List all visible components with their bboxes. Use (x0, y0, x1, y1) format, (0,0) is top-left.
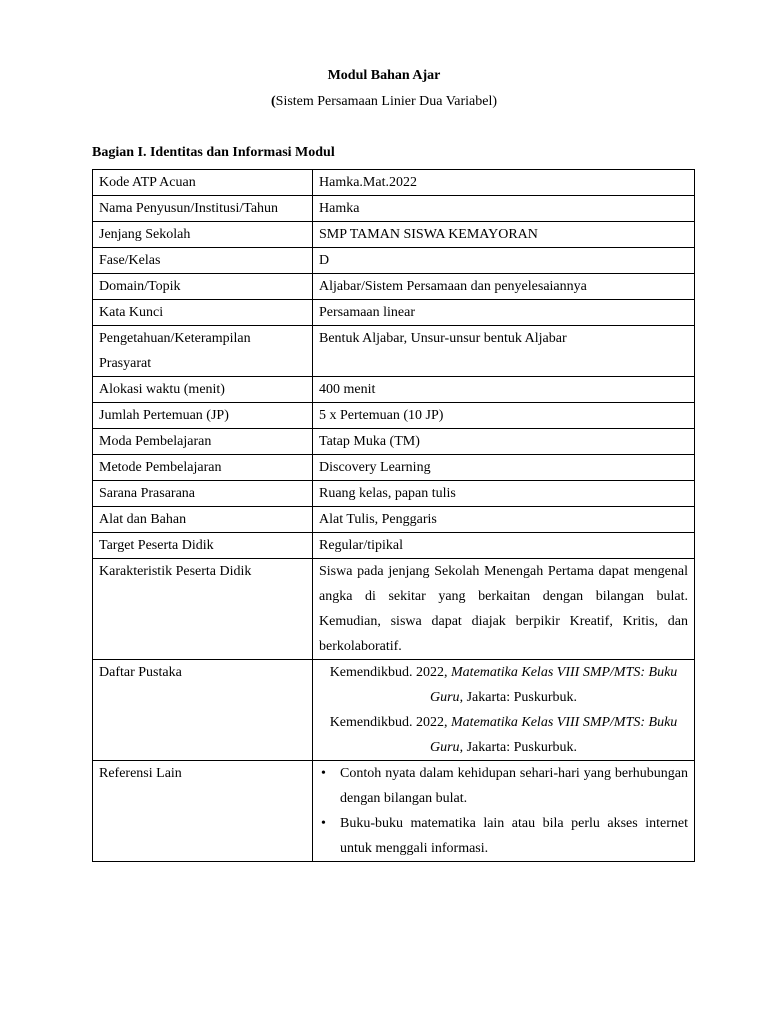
row-label: Domain/Topik (93, 274, 313, 300)
row-value: Persamaan linear (313, 300, 695, 326)
subtitle-open-paren: ( (270, 94, 276, 109)
bibliography-prefix: Kemendikbud. 2022, (329, 715, 452, 730)
row-label: Kode ATP Acuan (93, 170, 313, 196)
row-label: Moda Pembelajaran (93, 429, 313, 455)
bibliography-entry (319, 710, 688, 760)
row-value: Siswa pada jenjang Sekolah Menengah Pertama dapat mengenal angka di sekitar yang berkaitan dengan bilangan bulat. Kemudian, siswa dapat diajak berpikir Kreatif, Kritis, dan berkolaboratif. (313, 559, 695, 660)
row-label: Jenjang Sekolah (93, 222, 313, 248)
table-row (93, 559, 695, 660)
table-row (93, 196, 695, 222)
list-item (319, 811, 688, 861)
row-value: Alat Tulis, Penggaris (313, 507, 695, 533)
row-value: Hamka.Mat.2022 (313, 170, 695, 196)
table-row (93, 761, 695, 862)
table-row (93, 274, 695, 300)
identity-table (92, 169, 695, 862)
row-label: Sarana Prasarana (93, 481, 313, 507)
list-item (319, 761, 688, 811)
row-label: Target Peserta Didik (93, 533, 313, 559)
list-item-text: Contoh nyata dalam kehidupan sehari-hari yang berhubungan dengan bilangan bulat. (340, 766, 688, 806)
row-value: Bentuk Aljabar, Unsur-unsur bentuk Aljabar (313, 326, 695, 377)
row-label: Kata Kunci (93, 300, 313, 326)
row-value: Aljabar/Sistem Persamaan dan penyelesaiannya (313, 274, 695, 300)
row-label: Nama Penyusun/Institusi/Tahun (93, 196, 313, 222)
table-row (93, 429, 695, 455)
table-row (93, 533, 695, 559)
table-row (93, 377, 695, 403)
bibliography-suffix: , Jakarta: Puskurbuk. (459, 690, 577, 705)
table-row (93, 507, 695, 533)
table-row (93, 300, 695, 326)
list-item-text: Buku-buku matematika lain atau bila perlu akses internet untuk menggali informasi. (340, 816, 688, 856)
row-label: Karakteristik Peserta Didik (93, 559, 313, 660)
row-label: Pengetahuan/Keterampilan Prasyarat (93, 326, 313, 377)
subtitle-text: Sistem Persamaan Linier Dua Variabel) (275, 94, 497, 109)
row-value (313, 660, 695, 761)
table-row (93, 170, 695, 196)
reference-list (319, 761, 688, 861)
section-heading: Bagian I. Identitas dan Informasi Modul (92, 145, 335, 160)
row-label: Metode Pembelajaran (93, 455, 313, 481)
row-value: SMP TAMAN SISWA KEMAYORAN (313, 222, 695, 248)
row-label: Alat dan Bahan (93, 507, 313, 533)
bibliography-entry (319, 660, 688, 710)
table-row (93, 481, 695, 507)
table-row (93, 455, 695, 481)
document-title: Modul Bahan Ajar (327, 68, 441, 83)
row-value: 5 x Pertemuan (10 JP) (313, 403, 695, 429)
row-value: Regular/tipikal (313, 533, 695, 559)
row-label: Referensi Lain (93, 761, 313, 862)
bibliography-prefix: Kemendikbud. 2022, (329, 665, 452, 680)
row-label: Alokasi waktu (menit) (93, 377, 313, 403)
bullet-icon: • (321, 766, 326, 781)
row-label: Jumlah Pertemuan (JP) (93, 403, 313, 429)
table-row (93, 248, 695, 274)
row-value: Ruang kelas, papan tulis (313, 481, 695, 507)
row-value: Tatap Muka (TM) (313, 429, 695, 455)
row-value: Hamka (313, 196, 695, 222)
bibliography-title: Matematika Kelas VIII SMP/MTS: Buku Guru (430, 715, 678, 755)
bibliography-title: Matematika Kelas VIII SMP/MTS: Buku Guru (430, 665, 678, 705)
table-row (93, 222, 695, 248)
table-row (93, 326, 695, 377)
row-value: D (313, 248, 695, 274)
row-value: Discovery Learning (313, 455, 695, 481)
row-value (313, 761, 695, 862)
bullet-icon: • (321, 816, 326, 831)
row-value: 400 menit (313, 377, 695, 403)
document-subtitle (0, 94, 768, 110)
row-label: Fase/Kelas (93, 248, 313, 274)
row-label: Daftar Pustaka (93, 660, 313, 761)
bibliography-suffix: , Jakarta: Puskurbuk. (459, 740, 577, 755)
table-row (93, 403, 695, 429)
table-row (93, 660, 695, 761)
